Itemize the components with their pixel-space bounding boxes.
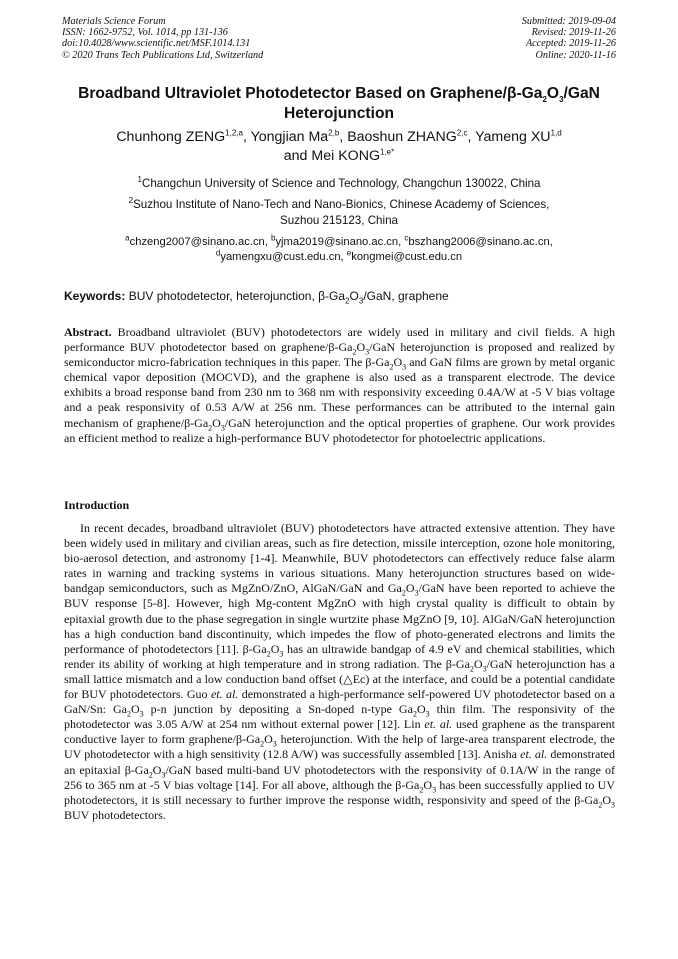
online-date: Online: 2020-11-16 (535, 49, 616, 61)
author: and Mei KONG (283, 148, 380, 164)
paper-title: Broadband Ultraviolet Photodetector Based on Graphene/$\beta-Ga_2O_3$/GaN Heterojunction (78, 85, 600, 122)
doi-line: doi:10.4028/www.scientific.net/MSF.1014.131 (62, 38, 251, 50)
copyright-line: © 2020 Trans Tech Publications Ltd, Switzerland (62, 49, 264, 61)
submitted-date: Submitted: 2019-09-04 (521, 16, 616, 27)
journal-name: Materials Science Forum (62, 16, 166, 27)
author: Yameng XU (475, 129, 551, 145)
affiliation-1: $^1$Changchun University of Science and Technology, Changchun 130022, China (137, 175, 541, 190)
author: Chunhong ZENG (116, 129, 226, 145)
author: Baoshun ZHANG (347, 129, 457, 145)
author-list: Chunhong ZENG$^{1,2,a}$, Yongjian Ma$^{2,b}$, Baoshun ZHANG$^{2,c}$, Yameng XU$^{1,d}$ and Mei $KONG^{1,e*}$ (116, 128, 562, 164)
email-link[interactable]: yamengxu@cust.edu.cn, (220, 251, 347, 263)
keywords: Keywords: BUV photodetector, heterojunction, $\beta-Ga_2O_3$/GaN, graphene (64, 289, 449, 306)
abstract: Abstract. Broadband ultraviolet (BUV) photodetectors are widely used in military and civil fields. A high performance BUV photodetector based on graphene/$\beta-Ga_2O_3$/GaN heterojunction is proposed and realized by semiconductor micro-fabrication techniques in this paper. The $\beta-Ga_2O_3$ and GaN films are grown by metal organic chemical vapor deposition (MOCVD), and the graphene is also used as a transparent electrode. The device exhibits a broad response band from 230 nm to 368 nm with responsivity exceeding 0.4A/W at -5 V bias voltage and a peak responsivity of 0.53 A/W at 256 nm. These performances can be attributed to the internal gain mechanism of graphene/$\beta-Ga_2O_3$/GaN heterojunction and the optical properties of graphene. Our work provides an efficient method to realize a high-performance BUV photodetector for photoelectric applications. (64, 325, 615, 445)
author: Yongjian Ma (250, 129, 329, 145)
introduction-text: In recent decades, broadband ultraviolet (BUV) photodetectors have attracted extensive attention. They have been widely used in military and civilian areas, such as fire detection, missile interception, ozone hole monitoring, bio-aerosol detection, and astronomy [1-4]. Meanwhile, BUV photodetectors can effectively reduce false alarm rates in warning and tracking systems in various situations. Many heterojunction structures based on wide-bandgap semiconductors, such as MgZnO/ZnO, AlGaN/GaN and $Ga_2O_3$/GaN have been reported to achieve the BUV response [5-8]. However, high Mg-content MgZnO with high crystal quality is difficult to obtain by epitaxial growth due to the phase segregation in single wurtzite phase MgZnO [9, 10]. AlGaN/GaN heterojunction has a high conduction band discontinuity, which impedes the flow of photo-generated electrons and limits the performance of photodetectors [11]. $\beta-Ga_2O_3$ has an ultrawide bandgap of 4.9 eV and chemical stabilities, which render its ability of working at high temperature and in strong radiation. The $\beta-Ga_2O_3$/GaN heterojunction has a small lattice mismatch and a low conduction band offset (△Ec) at the interface, and could be a potential candidate for BUV photodetectors. Guo et. al. demonstrated a high-performance self-powered UV photodetector based on a GaN/Sn: $Ga_2O_3$ p-n junction by depositing a Sn-doped n-type $Ga_2O_3$ thin film. The responsivity of the photodetector was 3.05 A/W at 254 nm without external power [12]. Lin et. al. used graphene as the transparent conductive layer to form graphene/$\beta-Ga_2O_3$ heterojunction. With the help of large-area transparent electrode, the UV photodetector with a high sensitivity (12.8 A/W) was successfully assembled [13]. Anisha et. al. demonstrated an epitaxial $\beta-Ga_2O_3$/GaN based multi-band UV photodetectors with the responsivity of 0.1A/W in the range of 256 to 365 nm at -5 V bias voltage [14]. For all above, although the $\beta-Ga_2O_3$ has been successfully applied to UV photodetectors, it is still necessary to further improve the response width, responsivity and speed of the $\beta-Ga_2O_3$ BUV photodetectors. (64, 521, 616, 822)
section-title-introduction: Introduction (64, 498, 130, 512)
affiliation-2: $^2$Suzhou Institute of Nano-Tech and Nano-Bionics, Chinese Academy of Sciences, Suzhou 215123, China (128, 196, 550, 227)
dates-header (522, 16, 616, 61)
issn-line: ISSN: 1662-9752, Vol. 1014, pp 131-136 (62, 27, 228, 39)
email-link[interactable]: yjma2019@sinano.ac.cn, (275, 236, 405, 248)
accepted-date: Accepted: 2019-11-26 (525, 38, 616, 50)
email-link[interactable]: chzeng2007@sinano.ac.cn, (129, 236, 271, 248)
author-emails: $^a$chzeng2007@sinano.ac.cn, $^b$yjma2019@sinano.ac.cn, $^c$bszhang2006@sinano.ac.cn, $^d$yamengxu@cust.edu.cn, $^e$kongmei@cust.edu.cn (125, 233, 553, 263)
email-link[interactable]: kongmei@cust.edu.cn (351, 251, 463, 263)
abstract-label: Abstract. (64, 325, 112, 339)
email-link[interactable]: bszhang2006@sinano.ac.cn, (408, 236, 553, 248)
keywords-label: Keywords: (64, 289, 126, 303)
journal-header (62, 16, 263, 61)
revised-date: Revised: 2019-11-26 (531, 27, 616, 39)
